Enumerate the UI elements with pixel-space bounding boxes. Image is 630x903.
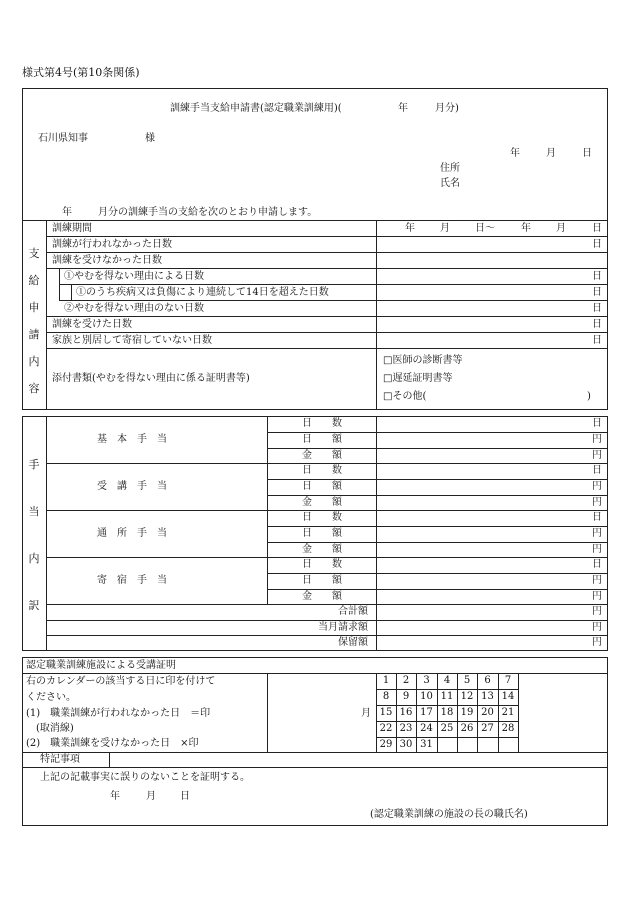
calendar-day: 5 <box>463 675 471 686</box>
section2-side-label: 手 当 内 訳 <box>28 458 40 612</box>
title-year-unit: 年 <box>398 103 408 114</box>
s2-group-line <box>46 604 608 605</box>
item-unit: 日 <box>592 512 602 523</box>
item-unit: 円 <box>592 497 602 508</box>
cert-day-unit: 日 <box>180 791 190 802</box>
calendar-day: 3 <box>423 675 430 686</box>
s2-row-line <box>267 495 608 496</box>
calendar-day: 24 <box>420 723 433 734</box>
s1-row-line <box>46 252 608 253</box>
item-label: 日 数 <box>302 465 342 476</box>
item-label: 日 数 <box>302 418 342 429</box>
box1-bottom-border <box>22 409 608 410</box>
row-label: 訓練を受けた日数 <box>52 319 132 330</box>
total-unit: 円 <box>592 637 602 648</box>
honorific: 様 <box>145 133 155 144</box>
s1-row-line <box>46 268 608 269</box>
item-unit: 円 <box>592 434 602 445</box>
item-label: 日 額 <box>302 434 342 445</box>
calendar-day: 12 <box>460 691 474 702</box>
instruction-line: 右のカレンダーの該当する日に印を付けて <box>26 676 216 687</box>
s2-group-line <box>46 463 608 464</box>
addressee: 石川県知事 <box>38 133 88 144</box>
section2-side-divider <box>46 416 47 651</box>
row-value-unit: 日 <box>592 239 602 250</box>
s1-row-line <box>59 300 608 301</box>
s2-row-line <box>46 620 608 621</box>
calendar-day: 15 <box>379 707 393 718</box>
row-label: ①やむを得ない理由による日数 <box>64 271 204 282</box>
s1-row-line <box>46 332 608 333</box>
section2-bottom-border <box>22 650 608 651</box>
section1-value-divider <box>376 220 377 410</box>
allowance-name: 基 本 手 当 <box>97 434 167 445</box>
request-year-unit: 年 <box>62 207 72 218</box>
calendar-day: 31 <box>420 739 433 750</box>
s2-group-line <box>46 557 608 558</box>
calendar-day: 25 <box>440 723 454 734</box>
row-label: 訓練が行われなかった日数 <box>52 239 172 250</box>
date-month-unit: 月 <box>546 148 556 159</box>
attachment-close-paren: ) <box>587 391 591 402</box>
item-label: 日 額 <box>302 575 342 586</box>
calendar-grid <box>376 673 519 752</box>
calendar-day: 13 <box>481 691 494 702</box>
s1-row-line <box>46 316 608 317</box>
total-label: 合計額 <box>338 606 368 617</box>
s2-row-line <box>267 479 608 480</box>
row-value-unit: 日 <box>592 303 602 314</box>
item-unit: 日 <box>592 465 602 476</box>
calendar-day: 11 <box>440 691 454 702</box>
section3-heading: 認定職業訓練施設による受講証明 <box>26 660 176 671</box>
item-unit: 日 <box>592 418 602 429</box>
calendar-day: 19 <box>460 707 474 718</box>
attachment-option: □その他( <box>383 391 427 402</box>
calendar-day: 21 <box>501 707 515 718</box>
item-unit: 円 <box>592 528 602 539</box>
item-label: 金 額 <box>302 591 342 602</box>
allowance-name: 寄 宿 手 当 <box>97 575 167 586</box>
section2-value-divider <box>376 416 377 651</box>
calendar-day: 27 <box>481 723 494 734</box>
total-label: 当月請求額 <box>318 622 368 633</box>
item-label: 日 数 <box>302 512 342 523</box>
total-unit: 円 <box>592 622 602 633</box>
certify-text: 上記の記載事実に誤りのないことを証明する。 <box>40 772 250 783</box>
calendar-month-label: 月 <box>361 708 371 719</box>
s1-row-line <box>46 348 608 349</box>
total-label: 保留額 <box>338 637 368 648</box>
period-month-unit: 月 <box>440 223 450 234</box>
section3-bottom-border <box>22 825 608 826</box>
box1-right-border <box>607 88 608 410</box>
title-month-unit: 月分) <box>435 103 459 114</box>
date-day-unit: 日 <box>582 148 592 159</box>
instruction-line: (1) 職業訓練が行われなかった日 ＝印 <box>26 708 211 719</box>
address-label: 住所 <box>440 163 460 174</box>
item-unit: 円 <box>592 481 602 492</box>
row-value-unit: 日 <box>592 335 602 346</box>
cert-month-unit: 月 <box>146 791 156 802</box>
section1-top-border <box>22 220 608 221</box>
item-label: 金 額 <box>302 450 342 461</box>
name-label: 氏名 <box>440 178 460 189</box>
signature-label: (認定職業訓練の施設の長の職氏名) <box>370 809 528 820</box>
s2-row-line <box>267 589 608 590</box>
calendar-day: 16 <box>399 707 413 718</box>
section1-side-label: 支 給 申 請 内 容 <box>28 247 40 395</box>
row-label: 訓練を受けなかった日数 <box>52 255 162 266</box>
row-value-unit: 日 <box>592 271 602 282</box>
s2-row-line <box>267 432 608 433</box>
period-month-unit: 月 <box>556 223 566 234</box>
instruction-line: ください。 <box>26 692 76 703</box>
calendar-day: 2 <box>402 675 410 686</box>
form-number: 様式第4号(第10条関係) <box>22 66 140 79</box>
calendar-day: 26 <box>460 723 474 734</box>
special-label-divider <box>109 752 110 768</box>
item-unit: 円 <box>592 591 602 602</box>
section3-heading-line <box>22 673 608 674</box>
s2-row-line <box>46 635 608 636</box>
section1-indent2-line <box>71 284 72 300</box>
attachment-option: □医師の診断書等 <box>383 355 463 366</box>
request-sentence: 月分の訓練手当の支給を次のとおり申請します。 <box>98 207 318 218</box>
s1-row-line <box>59 284 608 285</box>
section3-right-border <box>607 657 608 826</box>
instruction-line: (2) 職業訓練を受けなかった日 ×印 <box>26 738 199 749</box>
calendar-day: 17 <box>420 707 433 718</box>
calendar-day: 7 <box>504 675 512 686</box>
row-label: 家族と別居して寄宿していない日数 <box>52 335 212 346</box>
item-unit: 日 <box>592 559 602 570</box>
item-unit: 円 <box>592 544 602 555</box>
calendar-day: 23 <box>399 723 413 734</box>
s2-row-line <box>267 448 608 449</box>
special-notes-label: 特記事項 <box>40 754 80 765</box>
row-value-unit: 日 <box>592 287 602 298</box>
instruction-line: (取消線) <box>26 723 74 734</box>
s1-row-line <box>46 236 608 237</box>
form-title: 訓練手当支給申請書(認定職業訓練用)( <box>170 103 342 114</box>
s2-row-line <box>267 526 608 527</box>
box1-top-border <box>22 88 608 89</box>
total-unit: 円 <box>592 606 602 617</box>
section2-top-border <box>22 416 608 417</box>
calendar-day: 9 <box>402 691 410 702</box>
calendar-day: 28 <box>501 723 515 734</box>
attachments-label: 添付書類(やむを得ない理由に係る証明書等) <box>52 373 250 384</box>
calendar-day: 18 <box>440 707 454 718</box>
calendar-day: 6 <box>484 675 491 686</box>
cert-year-unit: 年 <box>110 791 120 802</box>
attachment-option: □遅延証明書等 <box>383 373 453 384</box>
period-day-unit: 日 <box>592 223 602 234</box>
calendar-day: 30 <box>399 739 413 750</box>
row-label: 訓練期間 <box>52 223 92 234</box>
calendar-day: 4 <box>443 675 451 686</box>
row-value-unit: 日 <box>592 319 602 330</box>
item-label: 日 額 <box>302 528 342 539</box>
section2-right-border <box>607 416 608 651</box>
period-day-unit: 日〜 <box>475 223 495 234</box>
s2-row-line <box>267 573 608 574</box>
row-label: ①のうち疾病又は負傷により連続して14日を超えた日数 <box>76 287 329 298</box>
s2-row-line <box>267 542 608 543</box>
date-year-unit: 年 <box>510 148 520 159</box>
calendar-day: 22 <box>379 723 393 734</box>
item-label: 日 数 <box>302 559 342 570</box>
section3-top-border <box>22 657 608 658</box>
period-year-unit: 年 <box>405 223 415 234</box>
section3-left-border <box>22 657 23 826</box>
allowance-name: 受 講 手 当 <box>97 481 167 492</box>
calendar-day: 1 <box>382 675 390 686</box>
s2-group-line <box>46 510 608 511</box>
period-year-unit: 年 <box>521 223 531 234</box>
item-unit: 円 <box>592 450 602 461</box>
item-unit: 円 <box>592 575 602 586</box>
item-label: 日 額 <box>302 481 342 492</box>
item-label: 金 額 <box>302 497 342 508</box>
calendar-day: 10 <box>420 691 433 702</box>
item-label: 金 額 <box>302 544 342 555</box>
allowance-name: 通 所 手 当 <box>97 528 167 539</box>
row-label: ②やむを得ない理由のない日数 <box>64 303 204 314</box>
calendar-day: 8 <box>382 691 390 702</box>
calendar-day: 20 <box>481 707 494 718</box>
section1-side-divider <box>46 220 47 410</box>
cal-line <box>518 673 519 752</box>
calendar-day: 14 <box>501 691 515 702</box>
calendar-day: 29 <box>379 739 393 750</box>
section3-instr-divider <box>267 673 268 752</box>
